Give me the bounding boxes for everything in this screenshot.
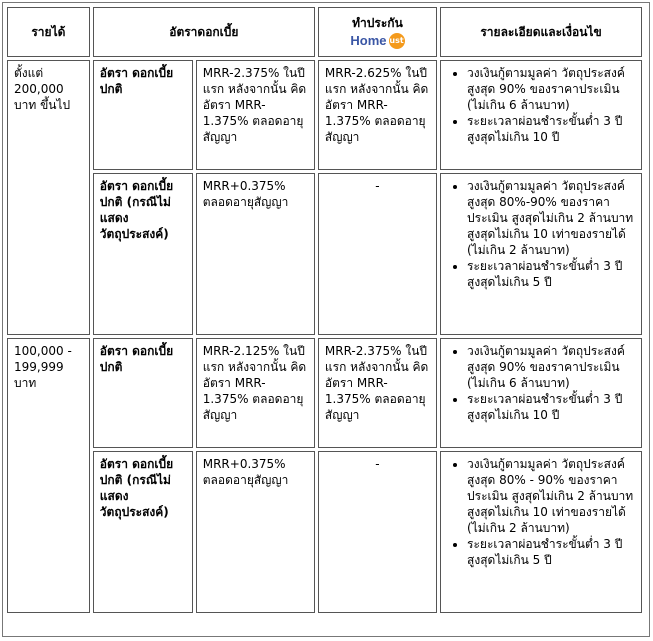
conditions-list xyxy=(447,456,635,568)
list-item: • วงเงินกู้ตามมูลค่า วัตถุประสงค์ สูงสุด 80%-90% ของราคา ประเมิน สูงสุดไม่เกิน 2 ล้านบาท สูงสุดไม่เกิน 10 เท่าของรายได้ (ไม่เกิน 2 ล้านบาท) xyxy=(467,178,635,258)
insurance-rate-cell: MRR-2.375% ในปีแรก หลังจากนั้น คิดอัตรา MRR-1.375% ตลอดอายุสัญญา xyxy=(318,338,437,448)
list-item: • ระยะเวลาผ่อนชำระขั้นต่ำ 3 ปี สูงสุดไม่เกิน 5 ปี xyxy=(467,536,635,568)
table-row xyxy=(7,60,642,170)
list-item: • ระยะเวลาผ่อนชำระขั้นต่ำ 3 ปี สูงสุดไม่เกิน 10 ปี xyxy=(467,391,635,423)
income-cell: 100,000 - 199,999 บาท xyxy=(7,338,90,613)
header-details: รายละเอียดและเงื่อนไข xyxy=(440,7,642,57)
brand-logo-text: Home xyxy=(350,33,387,48)
rate-type-label: อัตรา ดอกเบี้ยปกติ (กรณีไม่แสดง วัตถุประสงค์) xyxy=(93,451,193,613)
table-row xyxy=(7,451,642,613)
rate-type-label: อัตรา ดอกเบี้ยปกติ (กรณีไม่แสดง วัตถุประสงค์) xyxy=(93,173,193,335)
conditions-list xyxy=(447,343,635,423)
list-item: • วงเงินกู้ตามมูลค่า วัตถุประสงค์ สูงสุด 90% ของราคาประเมิน (ไม่เกิน 6 ล้านบาท) xyxy=(467,65,635,113)
conditions-list xyxy=(447,178,635,290)
conditions-cell xyxy=(440,60,642,170)
rate-type-label: อัตรา ดอกเบี้ยปกติ xyxy=(93,60,193,170)
conditions-cell xyxy=(440,338,642,448)
conditions-cell xyxy=(440,173,642,335)
list-item: • วงเงินกู้ตามมูลค่า วัตถุประสงค์ สูงสุด 80% - 90% ของราคา ประเมิน สูงสุดไม่เกิน 2 ล้านบาท สูงสุดไม่เกิน 10 เท่าของรายได้ (ไม่เกิน 2 ล้านบาท) xyxy=(467,456,635,536)
table-row xyxy=(7,338,642,448)
table-row xyxy=(7,173,642,335)
rate-cell: MRR-2.125% ในปีแรก หลังจากนั้น คิดอัตรา MRR-1.375% ตลอดอายุสัญญา xyxy=(196,338,315,448)
rate-cell: MRR+0.375% ตลอดอายุสัญญา xyxy=(196,451,315,613)
list-item: • ระยะเวลาผ่อนชำระขั้นต่ำ 3 ปี สูงสุดไม่เกิน 10 ปี xyxy=(467,113,635,145)
insurance-brand-logo xyxy=(350,33,404,49)
insurance-rate-cell: - xyxy=(318,173,437,335)
income-cell: ตั้งแต่ 200,000 บาท ขึ้นไป xyxy=(7,60,90,335)
rate-table xyxy=(4,4,645,616)
header-rate: อัตราดอกเบี้ย xyxy=(93,7,315,57)
header-row xyxy=(7,7,642,57)
rate-cell: MRR-2.375% ในปีแรก หลังจากนั้น คิดอัตรา MRR-1.375% ตลอดอายุสัญญา xyxy=(196,60,315,170)
rate-type-label: อัตรา ดอกเบี้ยปกติ xyxy=(93,338,193,448)
header-insurance-label: ทำประกัน xyxy=(352,16,403,30)
list-item: • ระยะเวลาผ่อนชำระขั้นต่ำ 3 ปี สูงสุดไม่เกิน 5 ปี xyxy=(467,258,635,290)
list-item: • วงเงินกู้ตามมูลค่า วัตถุประสงค์ สูงสุด 90% ของราคาประเมิน (ไม่เกิน 6 ล้านบาท) xyxy=(467,343,635,391)
header-income: รายได้ xyxy=(7,7,90,57)
insurance-rate-cell: - xyxy=(318,451,437,613)
header-insurance xyxy=(318,7,437,57)
rate-cell: MRR+0.375% ตลอดอายุสัญญา xyxy=(196,173,315,335)
conditions-cell xyxy=(440,451,642,613)
conditions-list xyxy=(447,65,635,145)
insurance-rate-cell: MRR-2.625% ในปีแรก หลังจากนั้น คิดอัตรา MRR-1.375% ตลอดอายุสัญญา xyxy=(318,60,437,170)
brand-badge-icon: ust xyxy=(389,33,405,49)
